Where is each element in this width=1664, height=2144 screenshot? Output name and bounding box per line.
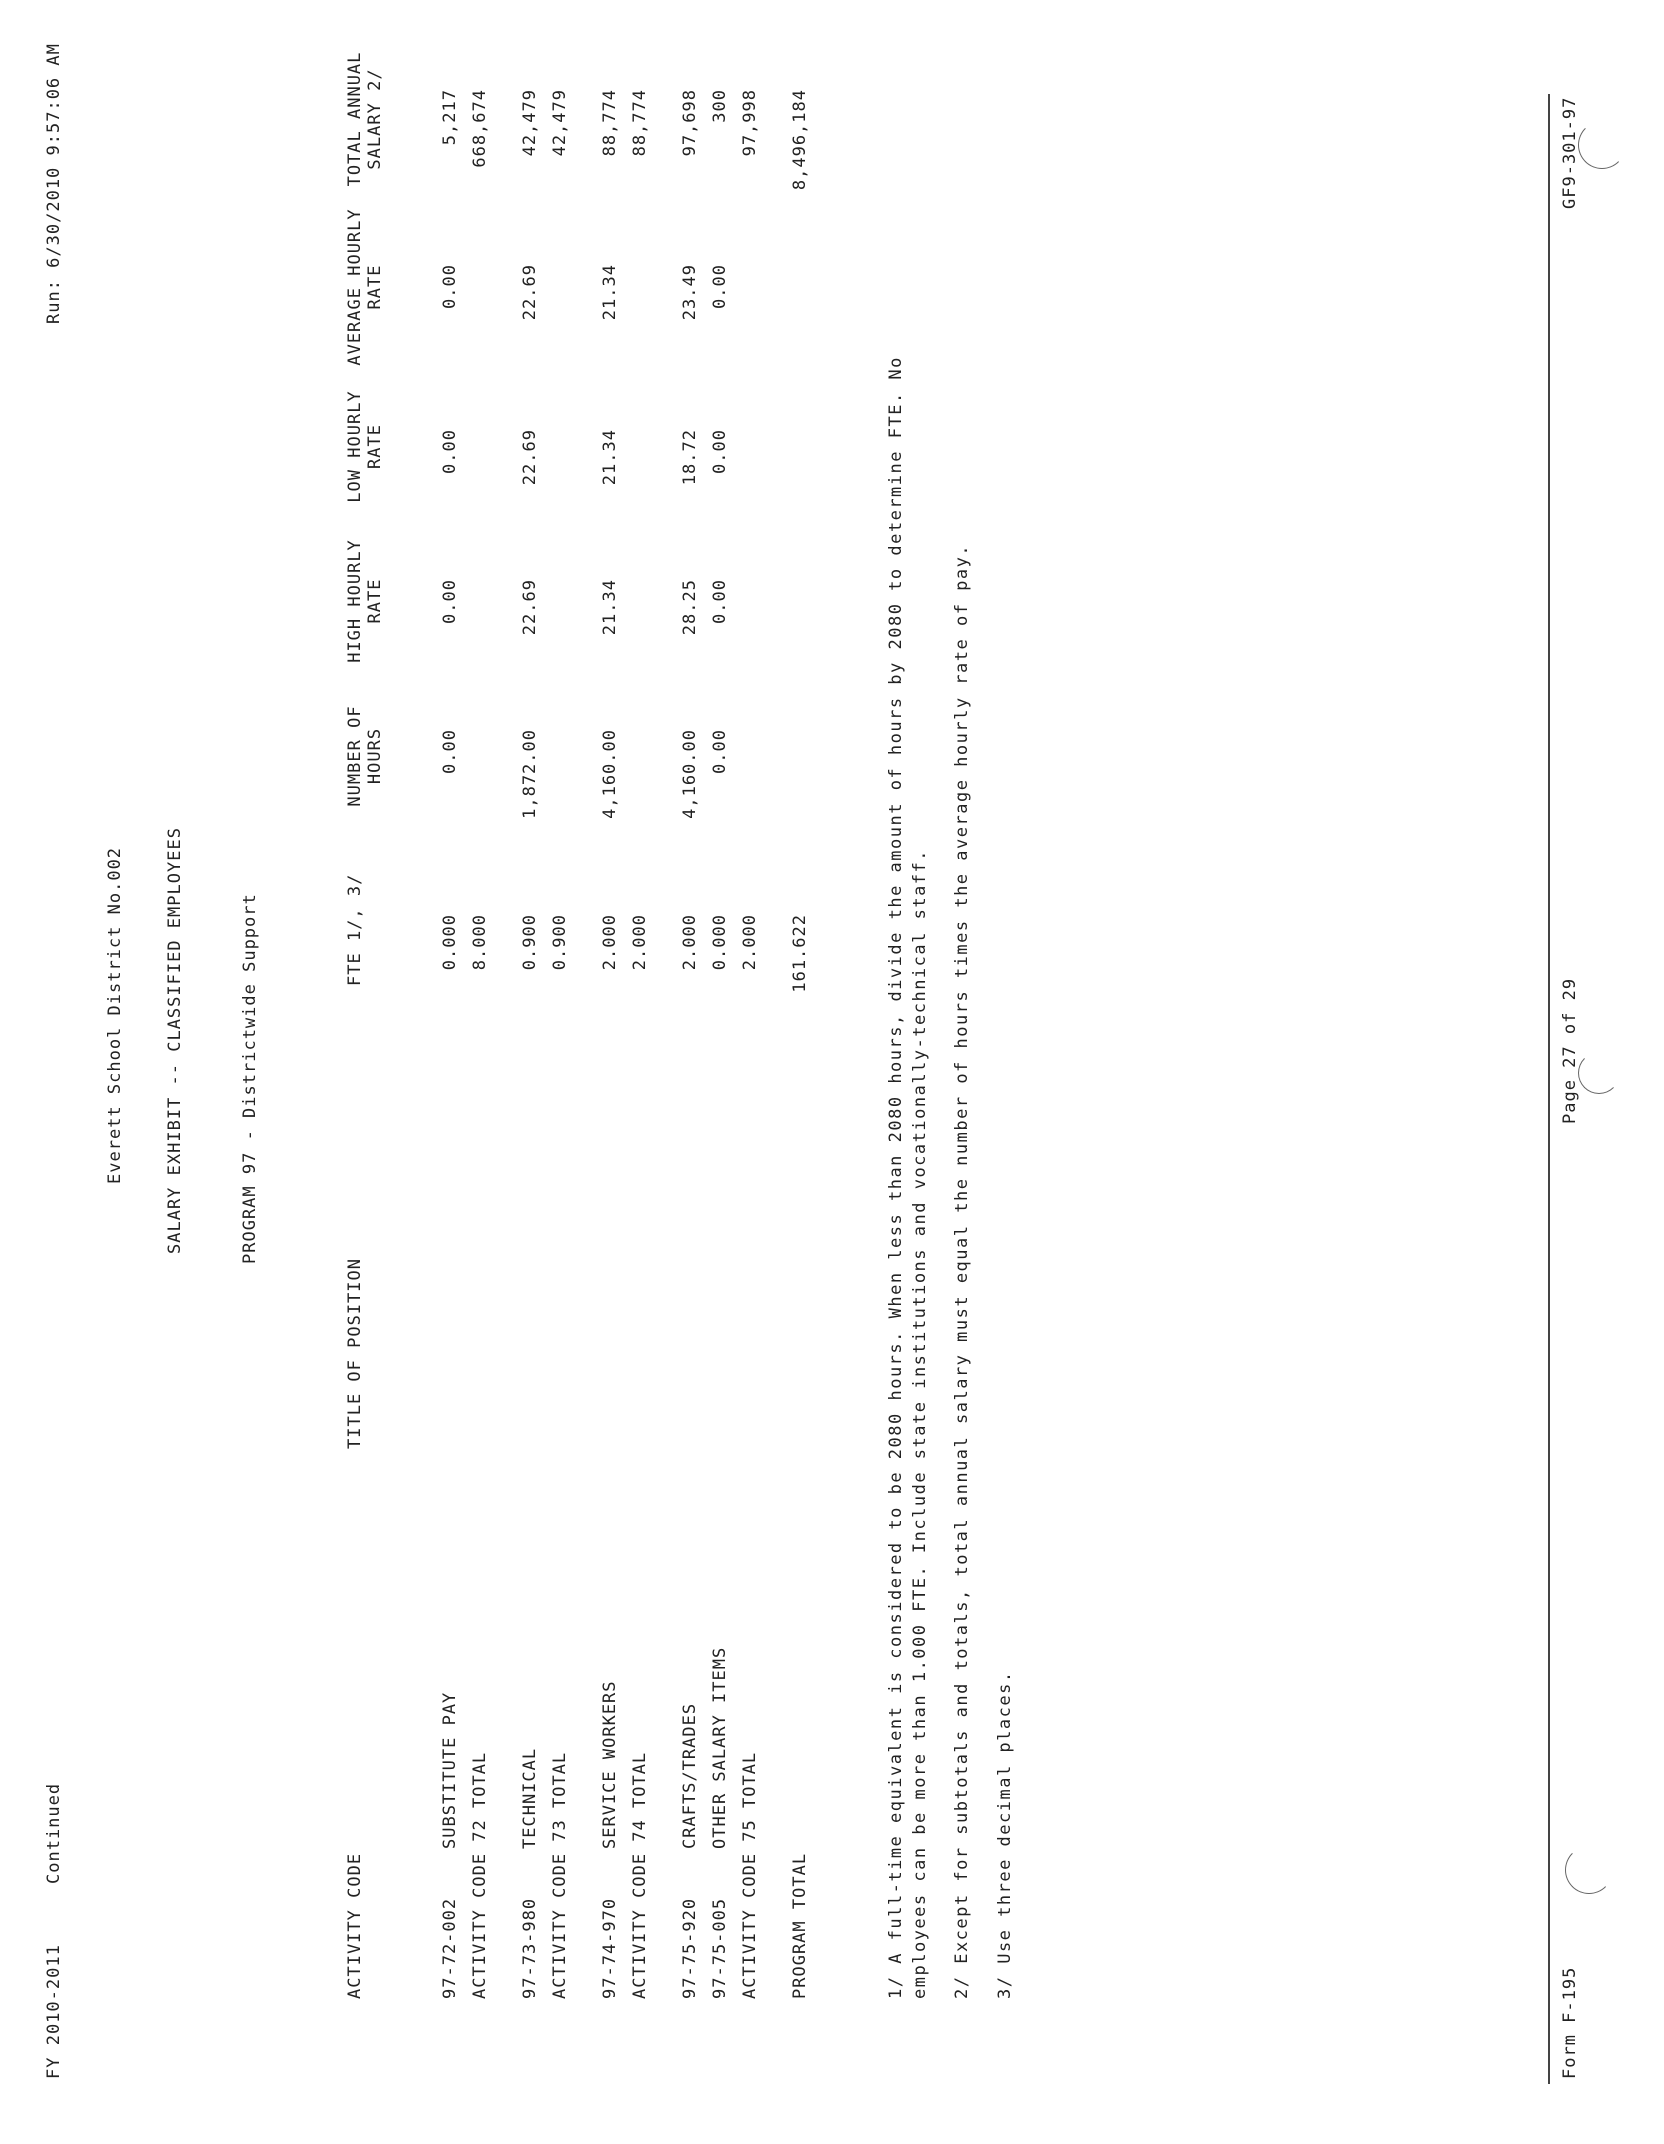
- footnote-2: 2/ Except for subtotals and totals, total annual salary must equal the number of hours times the average hourly rate of pay.: [952, 543, 972, 1999]
- footnote-1-line-1: 1/ A full-time equivalent is considered to be 2080 hours. When less than 2080 hours, divide the amount of hours by 2080 to determine FTE. No: [886, 356, 906, 1999]
- footer-rule: [1548, 94, 1550, 2084]
- footnote-3: 3/ Use three decimal places.: [995, 1670, 1015, 1999]
- program-title: PROGRAM 97 - Districtwide Support: [240, 893, 260, 1264]
- document-page: FY 2010-2011 Continued Run: 6/30/2010 9:57:06 AM Everett School District No.002 SALARY EXHIBIT -- CLASSIFIED EMPLOYEES PROGRAM 97 - Districtwide Support ACTIVITY CODE TITLE OF POSITION FTE 1/, 3/ NUMBER OF HOURS HIGH HOURLY RATE LOW HOURLY RATE AVERAGE HOURLY RATE TOTAL ANNUAL SALARY 2/ 97-72-002 SUBSTITUTE PAY 0.000 0.00 0.00 0.00 0.00 5,217 ACTIVITY CODE 72 TOTAL 8.000 668,674 97-73-980 TECHNICAL 0.900 1,872.00 22.69 22.69 22.69 42,479 ACTIVITY CODE 73 TOTAL 0.900 42,479 97-74-970 SERVICE WORKERS 2.000 4,160.00 21.34 21.34 21.34 88,774 ACTIVITY CODE 74 TOTAL 2.000 88,774 97-75-920 CRAFTS/TRADES 2.000 4,160.00 28.25 18.72 23.49 97,698 97-75-005 OTHER SALARY ITEMS 0.000 0.00 0.00 0.00 0.00 300 ACTIVITY CODE 75 TOTAL 2.000 97,998 PROGRAM TOTAL 161.622 8,496,184 1/ A full-time equivalent is considered to be 2080 hours. When less than 2080 hours, divide the amount of hours by 2080 to determine FTE. No employees can be more than 1.000 FTE. Include state institutions and vocationally-technical staff. 2/ Except for subtotals and totals, total annual salary must equal the number of hours times the average hourly rate of pay. 3/ Use three decimal places. Form F-195 Page 27 of 29 GF9-301-97: [0, 0, 1664, 2144]
- form-code: GF9-301-97: [1560, 96, 1580, 209]
- page-number: Page 27 of 29: [1560, 977, 1580, 1124]
- col-header-low-hourly-rate: LOW HOURLY RATE: [345, 390, 385, 503]
- staple-mark: [1565, 1846, 1613, 1894]
- district-name: Everett School District No.002: [105, 846, 125, 1184]
- staple-mark: [1578, 1052, 1620, 1094]
- staple-mark: [1578, 121, 1626, 169]
- col-header-average-hourly-rate: AVERAGE HOURLY RATE: [345, 208, 385, 366]
- col-header-fte: FTE 1/, 3/: [345, 873, 365, 986]
- run-timestamp: Run: 6/30/2010 9:57:06 AM: [44, 43, 64, 324]
- col-header-total-annual-salary: TOTAL ANNUAL SALARY 2/: [345, 51, 385, 187]
- form-number: Form F-195: [1560, 1966, 1580, 2079]
- col-header-number-of-hours: NUMBER OF HOURS: [345, 705, 385, 807]
- col-header-activity-code: ACTIVITY CODE: [345, 1852, 365, 1999]
- col-header-title-of-position: TITLE OF POSITION: [345, 1258, 365, 1449]
- fiscal-year: FY 2010-2011: [44, 1944, 64, 2079]
- col-header-high-hourly-rate: HIGH HOURLY RATE: [345, 539, 385, 663]
- exhibit-title: SALARY EXHIBIT -- CLASSIFIED EMPLOYEES: [165, 827, 185, 1254]
- continued-label: Continued: [44, 1782, 64, 1884]
- footnote-1-line-2: employees can be more than 1.000 FTE. Include state institutions and vocationally-technical staff.: [910, 848, 930, 1999]
